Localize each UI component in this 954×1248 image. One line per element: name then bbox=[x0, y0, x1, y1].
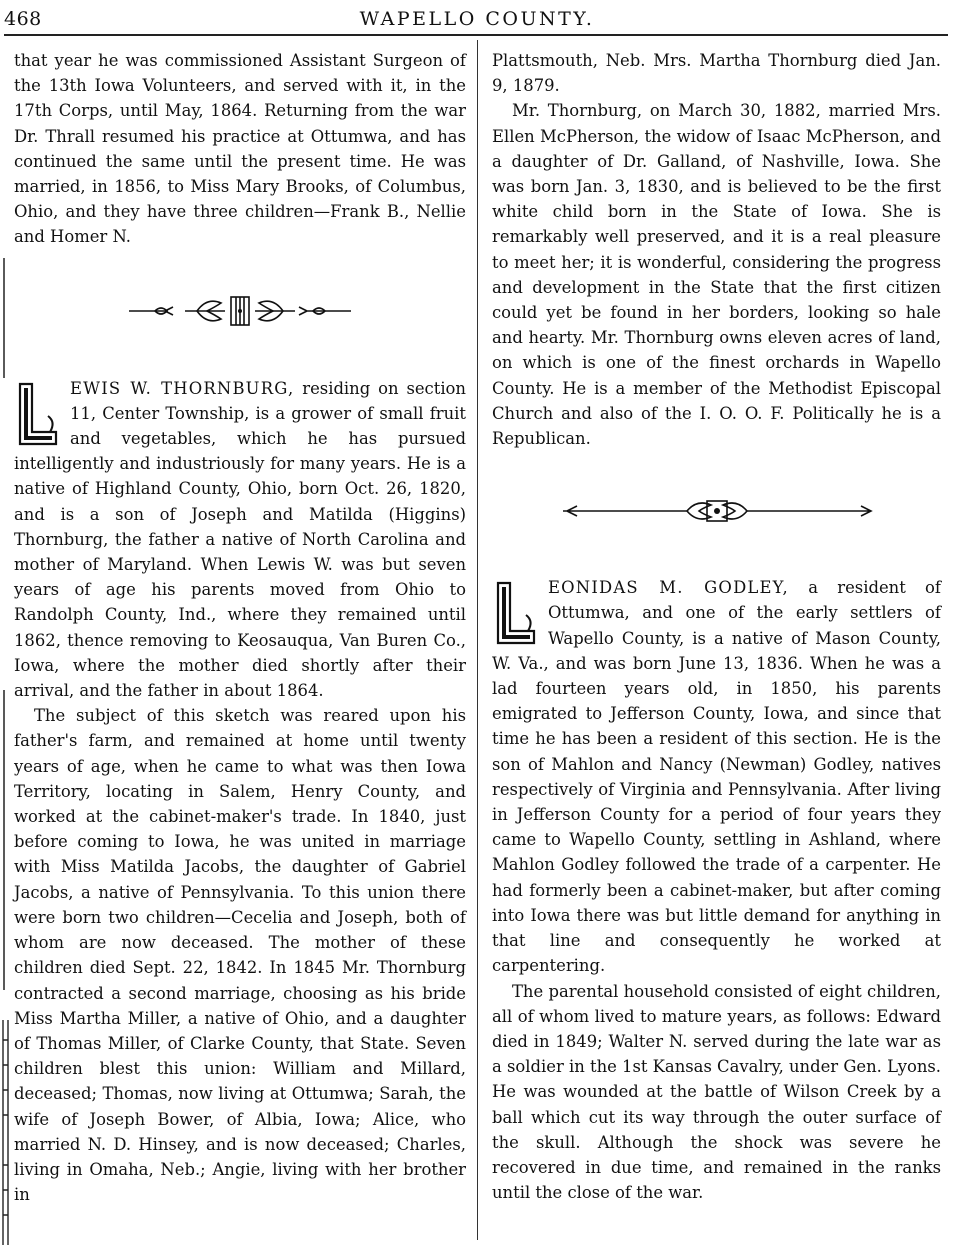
person-name: EONIDAS M. GODLEY, bbox=[548, 578, 789, 598]
column-divider bbox=[477, 40, 478, 1240]
thornburg-paragraph-2: The subject of this sketch was reared upon his father's farm, and remained at home until twenty years of age, when he came to what was then Iowa Territory, locating in Salem, Henry County, and worked at the cabinet-maker's trade. In 1840, just before coming to Iowa, he was united in marriage with Miss Matilda Jacobs, the daughter of Gabriel Jacobs, a native of Pennsylvania. To this union there were born two children—Cecelia and Joseph, both of whom are now deceased. The mother of these children died Sept. 22, 1842. In 1845 Mr. Thornburg contracted a second marriage, choosing as his bride Miss Martha Miller, a native of Ohio, and a daughter of Thomas Miller, of Clarke County, that State. Seven children blest this union: William and Millard, deceased; Thomas, now living at Ottumwa; Sarah, the wife of Joseph Bower, of Albia, Iowa; Alice, who married N. D. Hinsey, and is now deceased; Charles, living in Omaha, Neb.; Angie, living with her brother in bbox=[14, 706, 466, 1205]
header-rule bbox=[4, 34, 948, 36]
godley-paragraph-2: The parental household consisted of eight children, all of whom lived to mature years, as follows: Edward died in 1849; Walter N. served during the late war as a soldier in the 1st Kansas Cavalry, under Gen. Lyons. He was wounded at the battle of Wilson Creek by a ball which cut its way through the outer surface of the skull. Although the shock was severe he recovered in due time, and remained in the ranks until the close of the war. bbox=[492, 981, 942, 1203]
drop-cap bbox=[492, 579, 540, 647]
person-name: EWIS W. THORNBURG, bbox=[70, 378, 295, 398]
right-column bbox=[492, 48, 941, 1205]
binding-mark-decoration bbox=[1, 1020, 11, 1245]
paragraph: Plattsmouth, Neb. Mrs. Martha Thornburg died Jan. 9, 1879. bbox=[492, 51, 941, 96]
paragraph-text: a resident of Ottumwa, and one of the early settlers of Wapello County, is a native of Mason County, W. Va., and was born June 13, 1836. When he was a lad fourteen years old, in 1850, his parents emigrated to Jefferson County, Iowa, and since that time he has been a resident of this section. He is the son of Mahlon and Nancy (Newman) Godley, natives respectively of Virginia and Pennsylvania. After living in Jefferson County for a period of four years they came to Wapello County, settling in Ashland, where Mahlon Godley followed the trade of a carpenter. He had formerly been a cabinet-maker, but after coming into Iowa there was but little demand for anything in that line and consequently he worked at carpentering. bbox=[492, 578, 941, 976]
left-column bbox=[14, 48, 466, 1207]
flourish-ornament-icon bbox=[557, 491, 877, 531]
flourish-ornament-icon bbox=[125, 287, 355, 335]
binding-mark-decoration bbox=[1, 258, 11, 378]
godley-paragraph-1 bbox=[492, 575, 941, 978]
thornburg-paragraph-1 bbox=[14, 376, 466, 704]
thornburg-paragraph-3: Mr. Thornburg, on March 30, 1882, married Mrs. Ellen McPherson, the widow of Isaac McPherson, and a daughter of Dr. Galland, of Nashville, Iowa. She was born Jan. 3, 1830, and is believed to be the first white child born in the State of Iowa. She is remarkably well preserved, and it is a real pleasure to meet her; it is wonderful, considering the progress and development in the State that the first citizen could yet be found in her borders, looking so hale and hearty. Mr. Thornburg owns eleven acres of land, on which is one of the finest orchards in Wapello County. He is a member of the Methodist Episcopal Church and also of the I. O. O. F. Politically he is a Republican. bbox=[492, 101, 941, 449]
running-head: WAPELLO COUNTY. bbox=[359, 8, 595, 30]
paragraph: that year he was commissioned Assistant Surgeon of the 13th Iowa Volunteers, and served with it, in the 17th Corps, until May, 1864. Returning from the war Dr. Thrall resumed his practice at Ottumwa, and has continued the same until the present time. He was married, in 1856, to Miss Mary Brooks, of Columbus, Ohio, and they have three children—Frank B., Nellie and Homer N. bbox=[14, 51, 466, 247]
binding-mark-decoration bbox=[1, 690, 11, 990]
page-header bbox=[0, 4, 954, 34]
drop-cap bbox=[14, 380, 62, 448]
paragraph-text: residing on section 11, Center Township, is a grower of small fruit and vegetables, which he has pursued intelligently and industriously for many years. He is a native of Highland County, Ohio, born Oct. 26, 1820, and is a son of Joseph and Matilda (Higgins) Thornburg, the father a native of North Carolina and mother of Maryland. When Lewis W. was but seven years of age his parents moved from Ohio to Randolph County, Ind., where they remained until 1862, thence removing to Keosauqua, Van Buren Co., Iowa, where the mother died shortly after their arrival, and the father in about 1864. bbox=[14, 378, 466, 701]
page-number: 468 bbox=[4, 8, 42, 30]
